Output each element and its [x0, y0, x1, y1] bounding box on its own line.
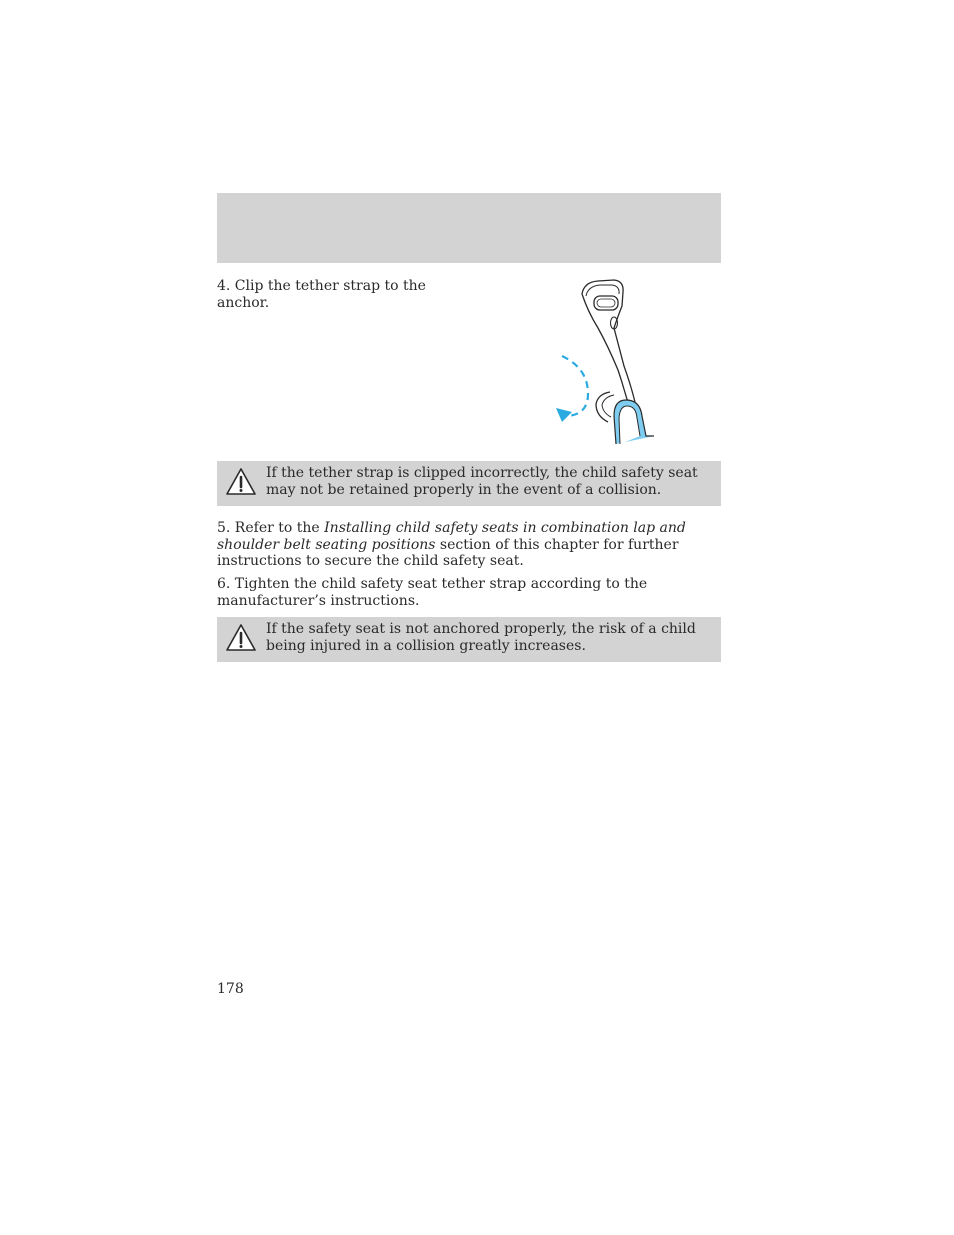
- motion-arrow: [562, 356, 588, 416]
- step-6-text: 6. Tighten the child safety seat tether strap according to the manufacturer’s instructions.: [217, 576, 648, 609]
- step-5-suffix: section of this chapter for further instructions to secure the child safety seat.: [217, 536, 679, 569]
- step-4-text: 4. Clip the tether strap to the anchor.: [217, 278, 426, 311]
- warning-box-1: [217, 461, 721, 506]
- warning-2-text: If the safety seat is not anchored properly, the risk of a child being injured in a collision greatly increases.: [266, 621, 696, 654]
- warning-1-text: If the tether strap is clipped incorrectly, the child safety seat may not be retained properly in the event of a collision.: [266, 465, 698, 498]
- warning-box-2: [217, 617, 721, 662]
- tether-hook: [582, 280, 638, 418]
- page-number: 178: [217, 981, 244, 997]
- step-5-section-reference: Installing child safety seats in combination lap and shoulder belt seating positions: [217, 520, 686, 553]
- tether-hook-illustration: [548, 276, 668, 448]
- step-5-text: [217, 520, 721, 570]
- arrow-head-icon: [556, 408, 572, 422]
- chapter-header-band: [217, 193, 721, 263]
- step-5-prefix: 5. Refer to the: [217, 520, 325, 536]
- warning-triangle-icon: [225, 467, 257, 497]
- warning-triangle-icon: [225, 623, 257, 653]
